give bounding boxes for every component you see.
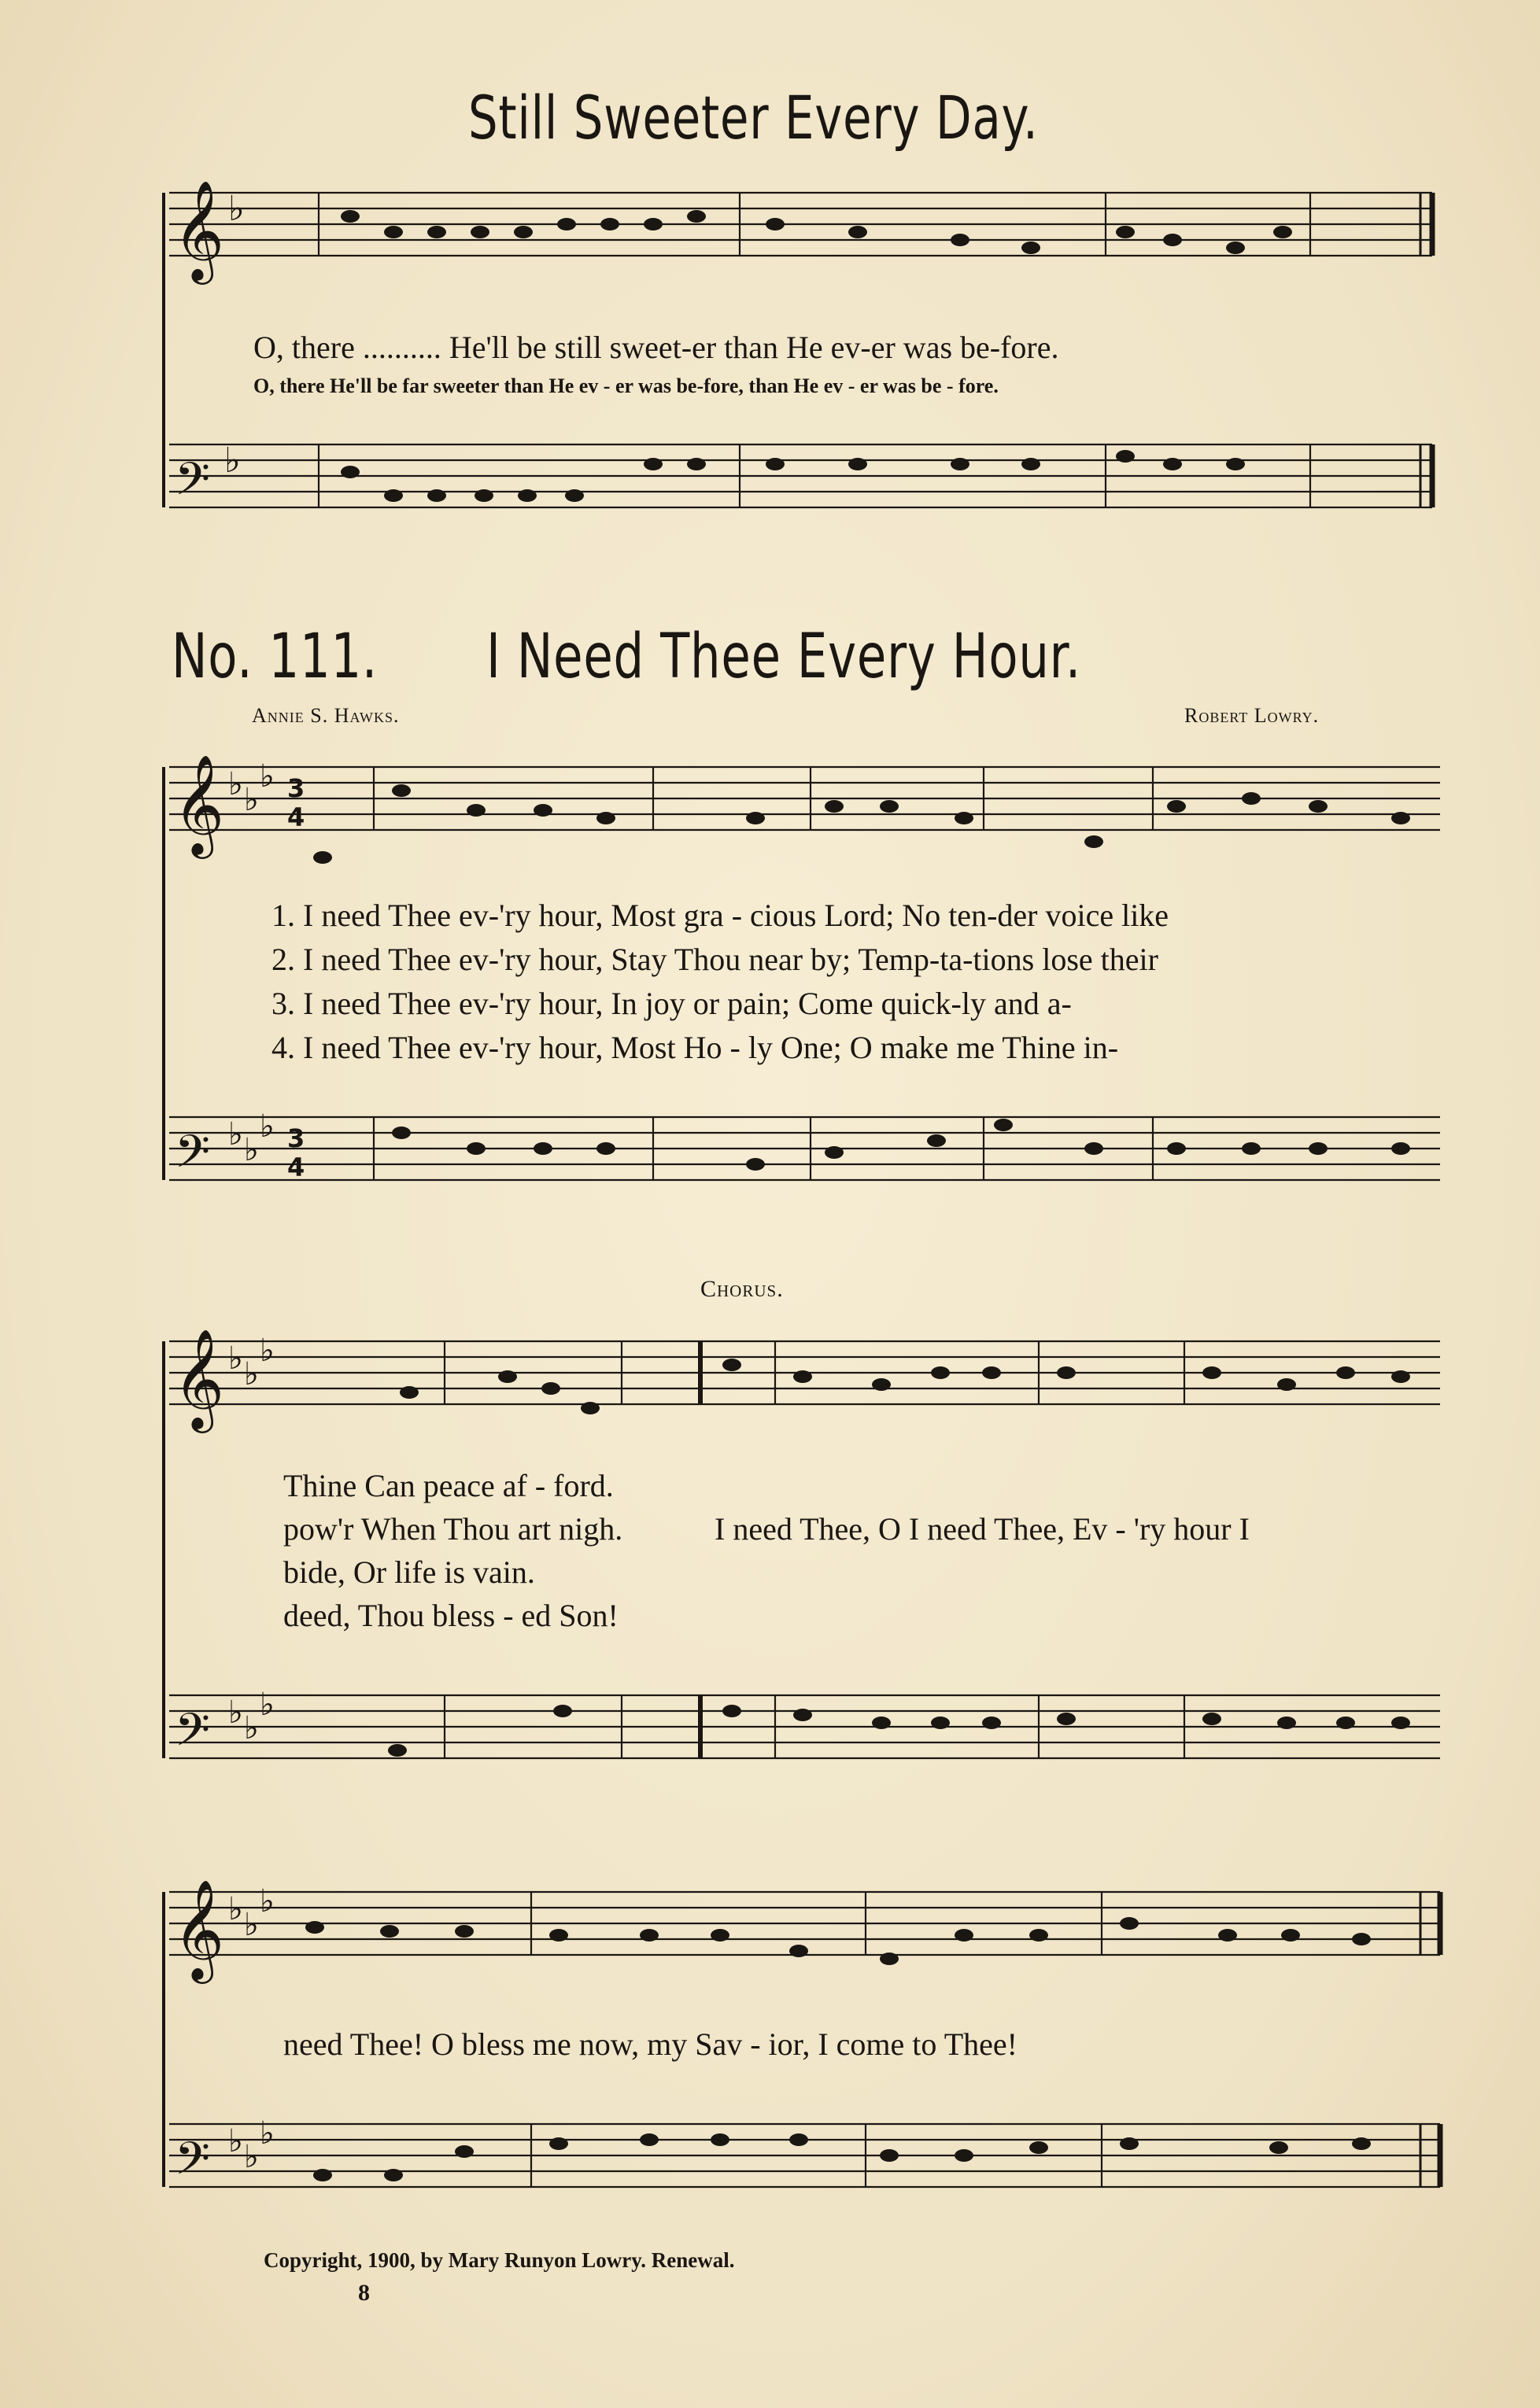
note-heads [305, 210, 1410, 2181]
chorus-label: Chorus. [700, 1276, 784, 1302]
svg-text:♭: ♭ [244, 782, 259, 818]
svg-text:♭: ♭ [244, 2139, 259, 2175]
treble-clef-icon: 𝄞 [173, 754, 225, 854]
verse-2-ending: pow'r When Thou art nigh. [283, 1511, 623, 1547]
copyright-notice: Copyright, 1900, by Mary Runyon Lowry. Renewal. [264, 2248, 735, 2272]
staff-s3-bass [169, 1695, 1440, 1758]
svg-text:4: 4 [287, 1152, 305, 1182]
svg-text:♭: ♭ [260, 1333, 275, 1369]
svg-text:♭: ♭ [260, 1108, 275, 1145]
treble-clef-icon: 𝄞 [173, 179, 225, 280]
staff-s4-bass [169, 2124, 1440, 2187]
svg-text:♭: ♭ [224, 441, 241, 481]
bass-clef-icon: 𝄢 [175, 1703, 211, 1768]
svg-text:♭: ♭ [244, 1907, 259, 1943]
chorus-line-1: I need Thee, O I need Thee, Ev - 'ry hour I [715, 1511, 1250, 1547]
hymn-number: No. 111. [172, 621, 379, 692]
hymn-composer: Robert Lowry. [1184, 704, 1320, 727]
svg-text:♭: ♭ [260, 2115, 275, 2152]
bass-clef-icon: 𝄢 [175, 2132, 211, 2196]
bass-clef-icon: 𝄢 [175, 452, 211, 517]
svg-text:♭: ♭ [244, 1710, 259, 1746]
verse-4-ending: deed, Thou bless - ed Son! [283, 1598, 619, 1633]
verse-3-line: 3. I need Thee ev-'ry hour, In joy or pain; Come quick-ly and a- [271, 986, 1072, 1021]
svg-text:4: 4 [287, 802, 305, 832]
svg-text:♭: ♭ [228, 2123, 243, 2159]
verse-1-ending: Thine Can peace af - ford. [283, 1468, 614, 1503]
svg-text:♭: ♭ [260, 1883, 275, 1919]
svg-text:♭: ♭ [260, 1687, 275, 1723]
verse-3-ending: bide, Or life is vain. [283, 1554, 535, 1590]
svg-text:3: 3 [287, 773, 305, 803]
hymn-title: I Need Thee Every Hour. [486, 621, 1082, 692]
svg-text:3: 3 [287, 1123, 305, 1153]
verse-4-line: 4. I need Thee ev-'ry hour, Most Ho - ly One; O make me Thine in- [271, 1030, 1119, 1065]
svg-text:♭: ♭ [228, 1891, 243, 1927]
svg-text:♭: ♭ [228, 1116, 243, 1152]
svg-text:♭: ♭ [228, 1694, 243, 1731]
page-number: 8 [358, 2280, 370, 2306]
svg-text:♭: ♭ [244, 1132, 259, 1168]
previous-hymn-lyric: O, there .......... He'll be still sweet-er than He ev-er was be-fore. [253, 330, 1059, 365]
verse-1-line: 1. I need Thee ev-'ry hour, Most gra - cious Lord; No ten-der voice like [271, 898, 1169, 933]
svg-text:♭: ♭ [228, 766, 243, 802]
verse-2-line: 2. I need Thee ev-'ry hour, Stay Thou near by; Temp-ta-tions lose their [271, 942, 1158, 977]
svg-text:♭: ♭ [260, 758, 275, 795]
bass-clef-icon: 𝄢 [175, 1125, 211, 1189]
svg-text:♭: ♭ [228, 189, 245, 229]
previous-hymn-alt-lyric: O, there He'll be far sweeter than He ev - er was be-fore, than He ev - er was be - fore. [253, 374, 999, 397]
hymn-author: Annie S. Hawks. [252, 704, 400, 727]
previous-hymn-title: Still Sweeter Every Day. [468, 83, 1039, 153]
staff-prev-bass [169, 444, 1432, 507]
treble-clef-icon: 𝄞 [173, 1879, 225, 1979]
svg-text:♭: ♭ [228, 1340, 243, 1377]
staff-s4-treble [169, 1892, 1440, 1955]
chorus-line-2: need Thee! O bless me now, my Sav - ior, I come to Thee! [283, 2026, 1017, 2062]
svg-text:♭: ♭ [244, 1356, 259, 1392]
treble-clef-icon: 𝄞 [173, 1328, 225, 1429]
